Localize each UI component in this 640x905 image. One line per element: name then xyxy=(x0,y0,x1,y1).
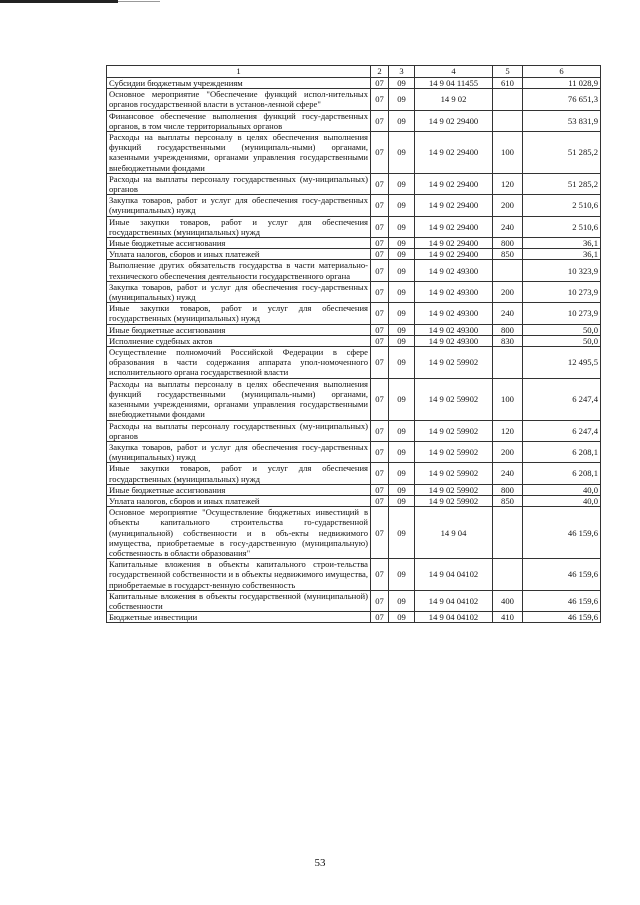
section-code-cell: 07 xyxy=(371,441,389,462)
target-article-cell: 14 9 02 59902 xyxy=(415,420,493,441)
section-code-cell: 07 xyxy=(371,78,389,89)
subsection-code-cell: 09 xyxy=(389,590,415,611)
subsection-code-cell: 09 xyxy=(389,347,415,379)
section-code-cell: 07 xyxy=(371,249,389,260)
section-code-cell: 07 xyxy=(371,420,389,441)
section-code-cell: 07 xyxy=(371,173,389,194)
amount-cell: 50,0 xyxy=(523,324,601,335)
expense-type-cell: 200 xyxy=(493,281,523,302)
budget-table-body xyxy=(107,66,601,623)
item-name-cell: Основное мероприятие "Обеспечение функций испол-нительных органов государственной власти в установ-ленной сфере" xyxy=(107,89,371,110)
subsection-code-cell: 09 xyxy=(389,420,415,441)
item-name-cell: Исполнение судебных актов xyxy=(107,335,371,346)
section-code-cell: 07 xyxy=(371,303,389,324)
target-article-cell: 14 9 02 29400 xyxy=(415,238,493,249)
target-article-cell: 14 9 02 29400 xyxy=(415,249,493,260)
item-name-cell: Расходы на выплаты персоналу в целях обеспечения выполнения функций государственными (муниципаль-ными) органами, казенными учреждениями, органами управления государственными внебюджетными фондами xyxy=(107,378,371,420)
subsection-code-cell: 09 xyxy=(389,303,415,324)
section-code-cell: 07 xyxy=(371,238,389,249)
section-code-cell: 07 xyxy=(371,463,389,484)
target-article-cell: 14 9 02 29400 xyxy=(415,216,493,237)
expense-type-cell: 610 xyxy=(493,78,523,89)
subsection-code-cell: 09 xyxy=(389,89,415,110)
item-name-cell: Иные закупки товаров, работ и услуг для обеспечения государственных (муниципальных) нужд xyxy=(107,463,371,484)
amount-cell: 6 208,1 xyxy=(523,441,601,462)
table-row xyxy=(107,507,601,559)
table-row xyxy=(107,335,601,346)
amount-cell: 10 323,9 xyxy=(523,260,601,281)
subsection-code-cell: 09 xyxy=(389,132,415,174)
header-cell: 6 xyxy=(523,66,601,78)
item-name-cell: Закупка товаров, работ и услуг для обеспечения госу-дарственных (муниципальных) нужд xyxy=(107,281,371,302)
table-row xyxy=(107,238,601,249)
expense-type-cell: 100 xyxy=(493,378,523,420)
item-name-cell: Уплата налогов, сборов и иных платежей xyxy=(107,495,371,506)
table-row xyxy=(107,216,601,237)
amount-cell: 46 159,6 xyxy=(523,612,601,623)
section-code-cell: 07 xyxy=(371,484,389,495)
target-article-cell: 14 9 04 04102 xyxy=(415,590,493,611)
expense-type-cell: 800 xyxy=(493,238,523,249)
item-name-cell: Иные бюджетные ассигнования xyxy=(107,238,371,249)
expense-type-cell: 200 xyxy=(493,195,523,216)
top-rule xyxy=(0,0,118,3)
target-article-cell: 14 9 02 29400 xyxy=(415,132,493,174)
target-article-cell: 14 9 02 59902 xyxy=(415,495,493,506)
section-code-cell: 07 xyxy=(371,110,389,131)
amount-cell: 11 028,9 xyxy=(523,78,601,89)
section-code-cell: 07 xyxy=(371,132,389,174)
expense-type-cell: 400 xyxy=(493,590,523,611)
target-article-cell: 14 9 02 49300 xyxy=(415,281,493,302)
target-article-cell: 14 9 04 04102 xyxy=(415,612,493,623)
amount-cell: 6 208,1 xyxy=(523,463,601,484)
item-name-cell: Расходы на выплаты персоналу государственных (му-ниципальных) органов xyxy=(107,173,371,194)
amount-cell: 40,0 xyxy=(523,495,601,506)
expense-type-cell: 120 xyxy=(493,420,523,441)
header-cell: 4 xyxy=(415,66,493,78)
target-article-cell: 14 9 02 49300 xyxy=(415,335,493,346)
item-name-cell: Уплата налогов, сборов и иных платежей xyxy=(107,249,371,260)
target-article-cell: 14 9 02 29400 xyxy=(415,110,493,131)
expense-type-cell xyxy=(493,260,523,281)
table-row xyxy=(107,590,601,611)
item-name-cell: Расходы на выплаты персоналу в целях обеспечения выполнения функций государственными (муниципаль-ными) органами, казенными учреждениями, органами управления государственными внебюджетными фондами xyxy=(107,132,371,174)
table-row xyxy=(107,173,601,194)
amount-cell: 2 510,6 xyxy=(523,216,601,237)
section-code-cell: 07 xyxy=(371,590,389,611)
section-code-cell: 07 xyxy=(371,281,389,302)
expense-type-cell xyxy=(493,89,523,110)
section-code-cell: 07 xyxy=(371,378,389,420)
amount-cell: 12 495,5 xyxy=(523,347,601,379)
header-cell: 2 xyxy=(371,66,389,78)
subsection-code-cell: 09 xyxy=(389,495,415,506)
amount-cell: 10 273,9 xyxy=(523,303,601,324)
table-row xyxy=(107,89,601,110)
target-article-cell: 14 9 02 59902 xyxy=(415,347,493,379)
expense-type-cell xyxy=(493,507,523,559)
expense-type-cell xyxy=(493,110,523,131)
section-code-cell: 07 xyxy=(371,612,389,623)
top-rule-thin xyxy=(118,1,160,2)
item-name-cell: Бюджетные инвестиции xyxy=(107,612,371,623)
item-name-cell: Иные бюджетные ассигнования xyxy=(107,484,371,495)
table-row xyxy=(107,78,601,89)
table-row xyxy=(107,324,601,335)
subsection-code-cell: 09 xyxy=(389,173,415,194)
subsection-code-cell: 09 xyxy=(389,507,415,559)
subsection-code-cell: 09 xyxy=(389,249,415,260)
header-cell: 3 xyxy=(389,66,415,78)
section-code-cell: 07 xyxy=(371,89,389,110)
expense-type-cell: 830 xyxy=(493,335,523,346)
page-number: 53 xyxy=(314,857,326,869)
table-row xyxy=(107,281,601,302)
amount-cell: 6 247,4 xyxy=(523,420,601,441)
table-row xyxy=(107,441,601,462)
subsection-code-cell: 09 xyxy=(389,281,415,302)
section-code-cell: 07 xyxy=(371,559,389,591)
table-row xyxy=(107,463,601,484)
amount-cell: 51 285,2 xyxy=(523,173,601,194)
table-row xyxy=(107,378,601,420)
item-name-cell: Иные закупки товаров, работ и услуг для обеспечения государственных (муниципальных) нужд xyxy=(107,216,371,237)
section-code-cell: 07 xyxy=(371,347,389,379)
target-article-cell: 14 9 04 xyxy=(415,507,493,559)
table-row xyxy=(107,484,601,495)
header-cell: 1 xyxy=(107,66,371,78)
expense-type-cell: 850 xyxy=(493,495,523,506)
expense-type-cell xyxy=(493,347,523,379)
table-row xyxy=(107,110,601,131)
budget-table xyxy=(106,65,601,623)
target-article-cell: 14 9 02 59902 xyxy=(415,484,493,495)
item-name-cell: Капитальные вложения в объекты государственной (муниципальной) собственности xyxy=(107,590,371,611)
amount-cell: 40,0 xyxy=(523,484,601,495)
subsection-code-cell: 09 xyxy=(389,463,415,484)
section-code-cell: 07 xyxy=(371,260,389,281)
expense-type-cell: 800 xyxy=(493,484,523,495)
target-article-cell: 14 9 02 xyxy=(415,89,493,110)
item-name-cell: Выполнение других обязательств государства в части материально-технического обеспечения деятельности государственного органа xyxy=(107,260,371,281)
section-code-cell: 07 xyxy=(371,335,389,346)
table-row xyxy=(107,495,601,506)
expense-type-cell: 240 xyxy=(493,303,523,324)
amount-cell: 46 159,6 xyxy=(523,507,601,559)
subsection-code-cell: 09 xyxy=(389,484,415,495)
expense-type-cell: 120 xyxy=(493,173,523,194)
subsection-code-cell: 09 xyxy=(389,378,415,420)
amount-cell: 46 159,6 xyxy=(523,559,601,591)
amount-cell: 51 285,2 xyxy=(523,132,601,174)
subsection-code-cell: 09 xyxy=(389,78,415,89)
target-article-cell: 14 9 02 59902 xyxy=(415,463,493,484)
item-name-cell: Субсидии бюджетным учреждениям xyxy=(107,78,371,89)
amount-cell: 46 159,6 xyxy=(523,590,601,611)
section-code-cell: 07 xyxy=(371,507,389,559)
amount-cell: 50,0 xyxy=(523,335,601,346)
subsection-code-cell: 09 xyxy=(389,441,415,462)
item-name-cell: Иные закупки товаров, работ и услуг для обеспечения государственных (муниципальных) нужд xyxy=(107,303,371,324)
target-article-cell: 14 9 04 11455 xyxy=(415,78,493,89)
section-code-cell: 07 xyxy=(371,195,389,216)
subsection-code-cell: 09 xyxy=(389,260,415,281)
amount-cell: 53 831,9 xyxy=(523,110,601,131)
target-article-cell: 14 9 02 49300 xyxy=(415,260,493,281)
amount-cell: 2 510,6 xyxy=(523,195,601,216)
target-article-cell: 14 9 02 49300 xyxy=(415,324,493,335)
header-cell: 5 xyxy=(493,66,523,78)
subsection-code-cell: 09 xyxy=(389,110,415,131)
expense-type-cell: 200 xyxy=(493,441,523,462)
section-code-cell: 07 xyxy=(371,495,389,506)
subsection-code-cell: 09 xyxy=(389,559,415,591)
amount-cell: 6 247,4 xyxy=(523,378,601,420)
expense-type-cell: 850 xyxy=(493,249,523,260)
target-article-cell: 14 9 02 59902 xyxy=(415,441,493,462)
expense-type-cell: 100 xyxy=(493,132,523,174)
item-name-cell: Закупка товаров, работ и услуг для обеспечения госу-дарственных (муниципальных) нужд xyxy=(107,195,371,216)
target-article-cell: 14 9 02 59902 xyxy=(415,378,493,420)
table-row xyxy=(107,559,601,591)
subsection-code-cell: 09 xyxy=(389,216,415,237)
expense-type-cell: 800 xyxy=(493,324,523,335)
subsection-code-cell: 09 xyxy=(389,195,415,216)
expense-type-cell: 240 xyxy=(493,216,523,237)
item-name-cell: Иные бюджетные ассигнования xyxy=(107,324,371,335)
table-row xyxy=(107,303,601,324)
item-name-cell: Финансовое обеспечение выполнения функций госу-дарственных органов, в том числе территориальных органов xyxy=(107,110,371,131)
table-row xyxy=(107,260,601,281)
section-code-cell: 07 xyxy=(371,216,389,237)
target-article-cell: 14 9 02 49300 xyxy=(415,303,493,324)
subsection-code-cell: 09 xyxy=(389,612,415,623)
subsection-code-cell: 09 xyxy=(389,238,415,249)
table-row xyxy=(107,249,601,260)
expense-type-cell xyxy=(493,559,523,591)
amount-cell: 36,1 xyxy=(523,249,601,260)
subsection-code-cell: 09 xyxy=(389,324,415,335)
item-name-cell: Осуществление полномочий Российской Федерации в сфере образования в части содержания аппарата упол-номоченного исполнительного органа государственной власти xyxy=(107,347,371,379)
section-code-cell: 07 xyxy=(371,324,389,335)
item-name-cell: Расходы на выплаты персоналу государственных (му-ниципальных) органов xyxy=(107,420,371,441)
target-article-cell: 14 9 04 04102 xyxy=(415,559,493,591)
expense-type-cell: 240 xyxy=(493,463,523,484)
amount-cell: 10 273,9 xyxy=(523,281,601,302)
item-name-cell: Основное мероприятие "Осуществление бюджетных инвестиций в объекты капитального строительства го-сударственной (муниципальной) собственности и в объ-екты недвижимого имущества, приобретаемые в госу-дарственную (муниципальную) собственность в области образования" xyxy=(107,507,371,559)
table-row xyxy=(107,420,601,441)
item-name-cell: Закупка товаров, работ и услуг для обеспечения госу-дарственных (муниципальных) нужд xyxy=(107,441,371,462)
table-header-row xyxy=(107,66,601,78)
table-row xyxy=(107,195,601,216)
amount-cell: 76 651,3 xyxy=(523,89,601,110)
table-row xyxy=(107,612,601,623)
table-row xyxy=(107,347,601,379)
expense-type-cell: 410 xyxy=(493,612,523,623)
table-row xyxy=(107,132,601,174)
target-article-cell: 14 9 02 29400 xyxy=(415,195,493,216)
target-article-cell: 14 9 02 29400 xyxy=(415,173,493,194)
item-name-cell: Капитальные вложения в объекты капитального строи-тельства государственной собственности и в объекты недвижимого имущества, приобретаемые в государст-венную собственность xyxy=(107,559,371,591)
subsection-code-cell: 09 xyxy=(389,335,415,346)
amount-cell: 36,1 xyxy=(523,238,601,249)
